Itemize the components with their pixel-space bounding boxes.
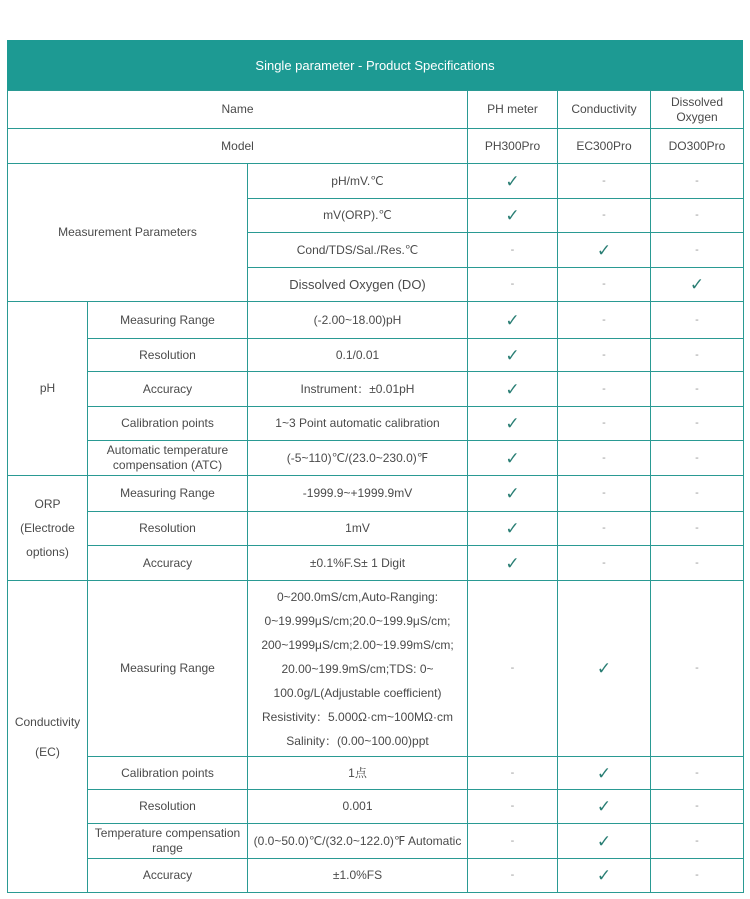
header-name: Name bbox=[8, 91, 468, 129]
dash-mark: - bbox=[468, 233, 558, 268]
dash-mark: - bbox=[651, 824, 744, 859]
dash-mark: - bbox=[651, 546, 744, 581]
spec-label: Temperature compensation range bbox=[88, 824, 248, 859]
group-conductivity bbox=[8, 581, 88, 893]
group-ph: pH bbox=[8, 302, 88, 476]
spec-value: 1~3 Point automatic calibration bbox=[248, 407, 468, 441]
dash-mark: - bbox=[468, 859, 558, 893]
spec-value: -1999.9~+1999.9mV bbox=[248, 476, 468, 512]
text-line: options) bbox=[26, 545, 69, 559]
table-row bbox=[8, 441, 744, 476]
text-line: Conductivity bbox=[14, 714, 81, 729]
spec-label: Accuracy bbox=[88, 546, 248, 581]
dash-mark: - bbox=[468, 790, 558, 824]
check-icon: ✓ bbox=[468, 164, 558, 199]
model-label: Model bbox=[8, 129, 468, 164]
spec-label: Measuring Range bbox=[88, 302, 248, 339]
check-icon: ✓ bbox=[558, 757, 651, 790]
header-product: Dissolved Oxygen bbox=[651, 91, 744, 129]
text-line: 20.00~199.9mS/cm;TDS: 0~ bbox=[281, 661, 434, 676]
spec-table-container bbox=[7, 40, 743, 893]
check-icon: ✓ bbox=[558, 824, 651, 859]
dash-mark: - bbox=[558, 476, 651, 512]
spec-label: Accuracy bbox=[88, 859, 248, 893]
check-icon: ✓ bbox=[558, 233, 651, 268]
param-label: Dissolved Oxygen (DO) bbox=[248, 268, 468, 302]
spec-label: Resolution bbox=[88, 512, 248, 546]
dash-mark: - bbox=[651, 407, 744, 441]
table-row bbox=[8, 859, 744, 893]
dash-mark: - bbox=[651, 233, 744, 268]
dash-mark: - bbox=[468, 581, 558, 757]
param-label: pH/mV.℃ bbox=[248, 164, 468, 199]
text-line: Resistivity：5.000Ω·cm~100MΩ·cm bbox=[262, 709, 453, 724]
param-label: Cond/TDS/Sal./Res.℃ bbox=[248, 233, 468, 268]
dash-mark: - bbox=[651, 476, 744, 512]
spec-value: (-2.00~18.00)pH bbox=[248, 302, 468, 339]
text-line: 100.0g/L(Adjustable coefficient) bbox=[273, 685, 442, 700]
dash-mark: - bbox=[651, 302, 744, 339]
spec-label: Accuracy bbox=[88, 372, 248, 407]
dash-mark: - bbox=[651, 581, 744, 757]
dash-mark: - bbox=[651, 512, 744, 546]
spec-value: Instrument：±0.01pH bbox=[248, 372, 468, 407]
header-product: Conductivity bbox=[558, 91, 651, 129]
dash-mark: - bbox=[651, 339, 744, 372]
model-value: PH300Pro bbox=[468, 129, 558, 164]
spec-label: Automatic temperature compensation (ATC) bbox=[88, 441, 248, 476]
group-measurement: Measurement Parameters bbox=[8, 164, 248, 302]
spec-label: Resolution bbox=[88, 339, 248, 372]
table-row bbox=[8, 790, 744, 824]
dash-mark: - bbox=[558, 512, 651, 546]
dash-mark: - bbox=[558, 302, 651, 339]
dash-mark: - bbox=[468, 268, 558, 302]
spec-value: 1点 bbox=[248, 757, 468, 790]
text-line: 0~200.0mS/cm,Auto-Ranging: bbox=[276, 589, 439, 604]
text-line: Salinity：(0.00~100.00)ppt bbox=[286, 733, 429, 748]
check-icon: ✓ bbox=[468, 302, 558, 339]
dash-mark: - bbox=[558, 546, 651, 581]
spec-label: Measuring Range bbox=[88, 476, 248, 512]
dash-mark: - bbox=[468, 757, 558, 790]
model-value: EC300Pro bbox=[558, 129, 651, 164]
param-label: mV(ORP).℃ bbox=[248, 199, 468, 233]
table-row bbox=[8, 476, 744, 512]
dash-mark: - bbox=[651, 199, 744, 233]
check-icon: ✓ bbox=[468, 512, 558, 546]
spec-value: 0.001 bbox=[248, 790, 468, 824]
spec-label: Measuring Range bbox=[88, 581, 248, 757]
spec-label: Resolution bbox=[88, 790, 248, 824]
check-icon: ✓ bbox=[558, 790, 651, 824]
table-row bbox=[8, 757, 744, 790]
dash-mark: - bbox=[651, 372, 744, 407]
text-line: 0~19.999μS/cm;20.0~199.9μS/cm; bbox=[264, 613, 451, 628]
spec-value: (-5~110)℃/(23.0~230.0)℉ bbox=[248, 441, 468, 476]
spec-value: 1mV bbox=[248, 512, 468, 546]
dash-mark: - bbox=[651, 859, 744, 893]
spec-value: ±1.0%FS bbox=[248, 859, 468, 893]
table-row bbox=[8, 339, 744, 372]
dash-mark: - bbox=[558, 164, 651, 199]
table-row bbox=[8, 824, 744, 859]
check-icon: ✓ bbox=[558, 581, 651, 757]
spec-value bbox=[248, 581, 468, 757]
spec-value: 0.1/0.01 bbox=[248, 339, 468, 372]
dash-mark: - bbox=[558, 441, 651, 476]
dash-mark: - bbox=[651, 441, 744, 476]
table-row bbox=[8, 581, 744, 757]
spec-table-body bbox=[8, 91, 744, 893]
spec-value: (0.0~50.0)℃/(32.0~122.0)℉ Automatic bbox=[248, 824, 468, 859]
spec-value: ±0.1%F.S± 1 Digit bbox=[248, 546, 468, 581]
dash-mark: - bbox=[558, 372, 651, 407]
model-value: DO300Pro bbox=[651, 129, 744, 164]
spec-label: Calibration points bbox=[88, 757, 248, 790]
spec-table bbox=[7, 90, 744, 893]
table-row bbox=[8, 164, 744, 199]
dash-mark: - bbox=[651, 164, 744, 199]
check-icon: ✓ bbox=[468, 199, 558, 233]
header-product: PH meter bbox=[468, 91, 558, 129]
check-icon: ✓ bbox=[468, 546, 558, 581]
text-line: ORP bbox=[34, 497, 61, 511]
check-icon: ✓ bbox=[468, 372, 558, 407]
check-icon: ✓ bbox=[468, 407, 558, 441]
dash-mark: - bbox=[558, 199, 651, 233]
check-icon: ✓ bbox=[468, 476, 558, 512]
check-icon: ✓ bbox=[468, 441, 558, 476]
check-icon: ✓ bbox=[558, 859, 651, 893]
check-icon: ✓ bbox=[651, 268, 744, 302]
dash-mark: - bbox=[651, 757, 744, 790]
text-line: (Electrode bbox=[20, 521, 75, 535]
table-row bbox=[8, 91, 744, 129]
group-orp bbox=[8, 476, 88, 581]
table-row bbox=[8, 407, 744, 441]
text-line: (EC) bbox=[35, 744, 60, 759]
table-row bbox=[8, 372, 744, 407]
table-row bbox=[8, 302, 744, 339]
check-icon: ✓ bbox=[468, 339, 558, 372]
spec-label: Calibration points bbox=[88, 407, 248, 441]
table-row bbox=[8, 546, 744, 581]
text-line: 200~1999μS/cm;2.00~19.99mS/cm; bbox=[261, 637, 454, 652]
dash-mark: - bbox=[468, 824, 558, 859]
table-row bbox=[8, 512, 744, 546]
dash-mark: - bbox=[651, 790, 744, 824]
table-row bbox=[8, 129, 744, 164]
table-title: Single parameter - Product Specifications bbox=[7, 40, 743, 90]
dash-mark: - bbox=[558, 407, 651, 441]
dash-mark: - bbox=[558, 339, 651, 372]
dash-mark: - bbox=[558, 268, 651, 302]
